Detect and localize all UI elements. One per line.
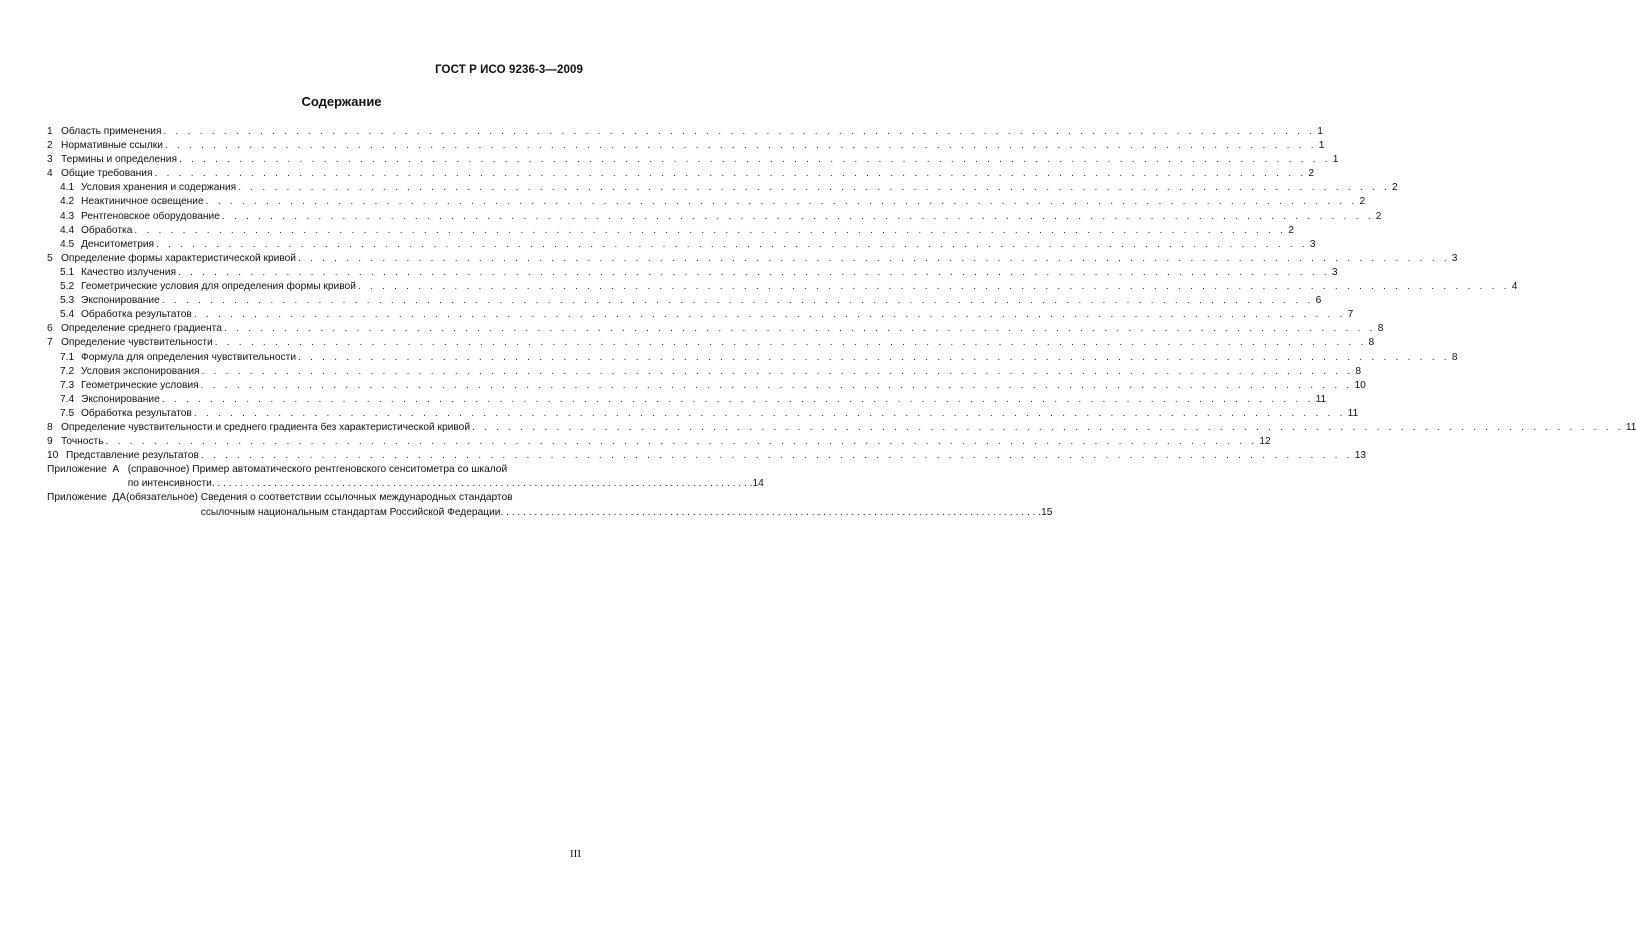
toc-entry-page: 11 — [1625, 421, 1636, 433]
toc-entry-title: Экспонирование — [81, 393, 160, 405]
toc-leader-dots: . . . . . . . . . . . . . . . . . . . . . . . . . . . . . . . . . . . . . . . . . . . . . . . . . . . . . . . . . . . . . . . . . . . . . . . . . . . . . . . . . . . . . . . . . . . . . . . . — [238, 182, 1391, 194]
toc-leader-dots: . . . . . . . . . . . . . . . . . . . . . . . . . . . . . . . . . . . . . . . . . . . . . . . . . . . . . . . . . . . . . . . . . . . . . . . . . . . . . . . . . . . . . . . . . . . . . . . . — [193, 407, 1346, 419]
appendix-title-continued: по интенсивности — [127, 478, 212, 490]
toc-entry-number: 7.3 — [60, 379, 75, 391]
toc-leader-dots: . . . . . . . . . . . . . . . . . . . . . . . . . . . . . . . . . . . . . . . . . . . . . . . . . . . . . . . . . . . . . . . . . . . . . . . . . . . . . . . . . . . . . . . . . . . . . . . . — [357, 281, 1510, 293]
toc-entry-number: 7.4 — [60, 393, 75, 405]
toc-leader-dots: . . . . . . . . . . . . . . . . . . . . . . . . . . . . . . . . . . . . . . . . . . . . . . . . . . . . . . . . . . . . . . . . . . . . . . . . . . . . . . . . . . . . . . . . . . . . . . . . — [105, 436, 1258, 448]
toc-entry[interactable] — [47, 351, 1458, 365]
toc-entry-title: Обработка результатов — [81, 309, 192, 321]
toc-entry-number: 5.1 — [60, 266, 75, 278]
toc-entry-number: 6 — [47, 323, 53, 335]
toc-entry-title: Область применения — [61, 126, 162, 137]
toc-entry-page: 10 — [1354, 379, 1366, 391]
toc-entry-number: 5 — [47, 252, 53, 264]
toc-entry-number: 5.2 — [60, 281, 75, 293]
toc-entry[interactable] — [47, 167, 1314, 181]
toc-entry-page: 11 — [1315, 393, 1327, 405]
toc-entry-number: 7.2 — [60, 365, 75, 377]
toc-entry[interactable] — [47, 294, 1322, 308]
toc-entry-title: Определение среднего градиента — [61, 323, 222, 335]
appendix-continuation — [47, 477, 764, 491]
toc-leader-dots: . . . . . . . . . . . . . . . . . . . . . . . . . . . . . . . . . . . . . . . . . . . . . . . . . . . . . . . . . . . . . . . . . . . . . . . . . . . . . . . . . . . . . . . . . . . . . . . . — [164, 140, 1317, 152]
toc-entry[interactable] — [47, 407, 1359, 421]
toc-entry[interactable] — [47, 308, 1354, 322]
toc-leader-dots: . . . . . . . . . . . . . . . . . . . . . . . . . . . . . . . . . . . . . . . . . . . . . . . . . . . . . . . . . . . . . . . . . . . . . . . . . . . . . . . . . . . . . . . . . . . . . . . . — [200, 379, 1353, 391]
appendix-continuation — [47, 506, 1053, 520]
toc-entry[interactable] — [47, 449, 1367, 463]
toc-entry-page: 7 — [1347, 309, 1354, 321]
toc-leader-dots: . . . . . . . . . . . . . . . . . . . . . . . . . . . . . . . . . . . . . . . . . . . . . . . . . . . . . . . . . . . . . . . . . . . . . . . . . . . . . . . . . . . . . . . . . . . . . . . . — [223, 323, 1376, 335]
page-number: III — [570, 848, 581, 860]
toc-entry-title: Точность — [61, 436, 104, 448]
toc-leader-dots: . . . . . . . . . . . . . . . . . . . . . . . . . . . . . . . . . . . . . . . . . . . . . . . . . . . . . . . . . . . . . . . . . . . . . . . . . . . . . . . . . . . . . . . . . . . . . . . . — [211, 478, 753, 490]
toc-entry-page: 1 — [1318, 140, 1325, 152]
toc-entry[interactable] — [47, 365, 1362, 379]
appendix-heading: Приложение А (справочное) Пример автоматического рентгеновского сенситометра со шкалой — [47, 464, 508, 476]
toc-leader-dots: . . . . . . . . . . . . . . . . . . . . . . . . . . . . . . . . . . . . . . . . . . . . . . . . . . . . . . . . . . . . . . . . . . . . . . . . . . . . . . . . . . . . . . . . . . . . . . . . — [134, 224, 1287, 236]
toc-entry-title: Обработка результатов — [81, 407, 192, 419]
toc-entry-title: Неактиничное освещение — [81, 196, 204, 208]
toc-entry-page: 12 — [1259, 436, 1271, 448]
toc-leader-dots: . . . . . . . . . . . . . . . . . . . . . . . . . . . . . . . . . . . . . . . . . . . . . . . . . . . . . . . . . . . . . . . . . . . . . . . . . . . . . . . . . . . . . . . . . . . . . . . . — [200, 450, 1353, 462]
toc-entry-number: 2 — [47, 140, 53, 152]
toc-entry-title: Термины и определения — [61, 154, 177, 166]
toc-entry[interactable] — [47, 139, 1325, 153]
toc-leader-dots: . . . . . . . . . . . . . . . . . . . . . . . . . . . . . . . . . . . . . . . . . . . . . . . . . . . . . . . . . . . . . . . . . . . . . . . . . . . . . . . . . . . . . . . . . . . . . . . . — [214, 337, 1367, 349]
toc-entry-title: Формула для определения чувствительности — [81, 351, 297, 363]
standard-designation: ГОСТ Р ИСО 9236-3—2009 — [435, 64, 583, 76]
toc-leader-dots: . . . . . . . . . . . . . . . . . . . . . . . . . . . . . . . . . . . . . . . . . . . . . . . . . . . . . . . . . . . . . . . . . . . . . . . . . . . . . . . . . . . . . . . . . . . . . . . . — [193, 309, 1346, 321]
toc-entry-title: Рентгеновское оборудование — [81, 210, 220, 222]
toc-leader-dots: . . . . . . . . . . . . . . . . . . . . . . . . . . . . . . . . . . . . . . . . . . . . . . . . . . . . . . . . . . . . . . . . . . . . . . . . . . . . . . . . . . . . . . . . . . . . . . . . — [221, 210, 1374, 222]
toc-entry-page: 8 — [1451, 351, 1458, 363]
toc-leader-dots: . . . . . . . . . . . . . . . . . . . . . . . . . . . . . . . . . . . . . . . . . . . . . . . . . . . . . . . . . . . . . . . . . . . . . . . . . . . . . . . . . . . . . . . . . . . . . . . . — [472, 421, 1624, 433]
toc-entry[interactable] — [47, 224, 1294, 238]
toc-entry-title: Геометрические условия для определения формы кривой — [81, 281, 356, 293]
toc-entry-title: Общие требования — [61, 168, 153, 180]
toc-entry-number: 7 — [47, 337, 53, 349]
toc-entry-page: 8 — [1368, 337, 1375, 349]
toc-entry[interactable] — [47, 421, 1636, 435]
toc-entry-page: 3 — [1309, 238, 1316, 250]
appendix-heading: Приложение ДА(обязательное) Сведения о соответствии ссылочных международных стандартов — [47, 492, 513, 504]
toc-entry-number: 4.4 — [60, 224, 75, 236]
toc-entry[interactable] — [47, 322, 1384, 336]
toc-entry-number: 4.2 — [60, 196, 75, 208]
toc-entry[interactable] — [47, 435, 1271, 449]
toc-leader-dots: . . . . . . . . . . . . . . . . . . . . . . . . . . . . . . . . . . . . . . . . . . . . . . . . . . . . . . . . . . . . . . . . . . . . . . . . . . . . . . . . . . . . . . . . . . . . . . . . — [201, 365, 1354, 377]
toc-entry[interactable] — [47, 252, 1458, 266]
toc-entry-number: 8 — [47, 421, 53, 433]
toc-entry-number: 5.4 — [60, 309, 75, 321]
toc-entry[interactable] — [47, 195, 1366, 209]
toc-entry-number: 4.5 — [60, 238, 75, 250]
toc-entry-page: 3 — [1331, 266, 1338, 278]
toc-entry-title: Обработка — [81, 224, 133, 236]
toc-entry-number: 9 — [47, 436, 53, 448]
toc-entry-number: 4.3 — [60, 210, 75, 222]
toc-entry-page: 4 — [1511, 281, 1518, 293]
toc-entry-title: Качество излучения — [81, 266, 176, 278]
toc-entry-number: 4.1 — [60, 182, 75, 194]
toc-entry-title: Нормативные ссылки — [61, 140, 163, 152]
toc-leader-dots: . . . . . . . . . . . . . . . . . . . . . . . . . . . . . . . . . . . . . . . . . . . . . . . . . . . . . . . . . . . . . . . . . . . . . . . . . . . . . . . . . . . . . . . . . . . . . . . . — [297, 252, 1450, 264]
toc-entry-title: Геометрические условия — [81, 379, 199, 391]
toc-leader-dots: . . . . . . . . . . . . . . . . . . . . . . . . . . . . . . . . . . . . . . . . . . . . . . . . . . . . . . . . . . . . . . . . . . . . . . . . . . . . . . . . . . . . . . . . . . . . . . . . — [178, 266, 1330, 278]
toc-entry[interactable] — [47, 210, 1382, 224]
page-title: Содержание — [301, 94, 382, 109]
toc-entry[interactable] — [47, 238, 1316, 252]
toc-entry-title: Представление результатов — [66, 450, 199, 462]
appendix-title-continued: ссылочным национальным стандартам Российской Федерации — [200, 506, 501, 518]
toc-leader-dots: . . . . . . . . . . . . . . . . . . . . . . . . . . . . . . . . . . . . . . . . . . . . . . . . . . . . . . . . . . . . . . . . . . . . . . . . . . . . . . . . . . . . . . . . . . . . . . . . — [163, 126, 1316, 137]
toc-entry-page: 15 — [1041, 506, 1053, 518]
toc-entry-number: 10 — [47, 450, 59, 462]
toc-entry[interactable] — [47, 393, 1327, 407]
toc-leader-dots: . . . . . . . . . . . . . . . . . . . . . . . . . . . . . . . . . . . . . . . . . . . . . . . . . . . . . . . . . . . . . . . . . . . . . . . . . . . . . . . . . . . . . . . . . . . . . . . . — [156, 238, 1308, 250]
toc-entry-number: 7.5 — [60, 407, 75, 419]
toc-entry-page: 13 — [1354, 450, 1367, 462]
toc-entry-title: Условия хранения и содержания — [81, 182, 237, 194]
toc-leader-dots: . . . . . . . . . . . . . . . . . . . . . . . . . . . . . . . . . . . . . . . . . . . . . . . . . . . . . . . . . . . . . . . . . . . . . . . . . . . . . . . . . . . . . . . . . . . . . . . . — [178, 154, 1331, 166]
toc-appendix-entry[interactable] — [47, 491, 1053, 519]
toc-entry-page: 6 — [1315, 295, 1322, 307]
table-of-contents — [47, 125, 1636, 520]
toc-entry-number: 5.3 — [60, 295, 75, 307]
toc-entry-page: 1 — [1317, 126, 1323, 137]
toc-entry-title: Денситометрия — [81, 238, 155, 250]
toc-entry-title: Определение формы характеристической кривой — [61, 252, 296, 264]
toc-entry-page: 2 — [1359, 196, 1366, 208]
toc-entry[interactable] — [47, 336, 1375, 350]
toc-leader-dots: . . . . . . . . . . . . . . . . . . . . . . . . . . . . . . . . . . . . . . . . . . . . . . . . . . . . . . . . . . . . . . . . . . . . . . . . . . . . . . . . . . . . . . . . . . . . . . . . — [161, 295, 1314, 307]
toc-entry[interactable] — [47, 266, 1338, 280]
toc-entry-title: Экспонирование — [81, 295, 160, 307]
toc-leader-dots: . . . . . . . . . . . . . . . . . . . . . . . . . . . . . . . . . . . . . . . . . . . . . . . . . . . . . . . . . . . . . . . . . . . . . . . . . . . . . . . . . . . . . . . . . . . . . . . . — [500, 506, 1042, 518]
toc-entry[interactable] — [47, 379, 1366, 393]
toc-entry-page: 2 — [1308, 168, 1314, 180]
toc-entry-page: 2 — [1288, 224, 1294, 236]
toc-leader-dots: . . . . . . . . . . . . . . . . . . . . . . . . . . . . . . . . . . . . . . . . . . . . . . . . . . . . . . . . . . . . . . . . . . . . . . . . . . . . . . . . . . . . . . . . . . . . . . . . — [298, 351, 1450, 363]
toc-entry-title: Определение чувствительности и среднего градиента без характеристической кривой — [61, 421, 471, 433]
toc-entry-page: 2 — [1375, 210, 1382, 222]
toc-entry-page: 2 — [1392, 182, 1398, 194]
toc-entry[interactable] — [47, 181, 1398, 195]
toc-entry-page: 8 — [1355, 365, 1362, 377]
toc-entry-number: 7.1 — [60, 351, 75, 363]
toc-entry-page: 8 — [1377, 323, 1384, 335]
toc-entry-title: Определение чувствительности — [61, 337, 213, 349]
toc-leader-dots: . . . . . . . . . . . . . . . . . . . . . . . . . . . . . . . . . . . . . . . . . . . . . . . . . . . . . . . . . . . . . . . . . . . . . . . . . . . . . . . . . . . . . . . . . . . . . . . . — [205, 196, 1358, 208]
toc-entry[interactable] — [47, 125, 1323, 139]
toc-entry-title: Условия экспонирования — [81, 365, 200, 377]
toc-entry[interactable] — [47, 280, 1518, 294]
toc-entry-number: 1 — [47, 126, 53, 137]
toc-entry-number: 4 — [47, 168, 53, 180]
toc-entry-page: 11 — [1347, 407, 1359, 419]
toc-leader-dots: . . . . . . . . . . . . . . . . . . . . . . . . . . . . . . . . . . . . . . . . . . . . . . . . . . . . . . . . . . . . . . . . . . . . . . . . . . . . . . . . . . . . . . . . . . . . . . . . — [154, 168, 1307, 180]
toc-entry-number: 3 — [47, 154, 53, 166]
toc-entry-page: 3 — [1451, 252, 1458, 264]
toc-leader-dots: . . . . . . . . . . . . . . . . . . . . . . . . . . . . . . . . . . . . . . . . . . . . . . . . . . . . . . . . . . . . . . . . . . . . . . . . . . . . . . . . . . . . . . . . . . . . . . . . — [161, 393, 1314, 405]
toc-entry-page: 14 — [752, 478, 764, 490]
toc-entry[interactable] — [47, 153, 1339, 167]
toc-entry-page: 1 — [1332, 154, 1339, 166]
toc-appendix-entry[interactable] — [47, 463, 764, 491]
